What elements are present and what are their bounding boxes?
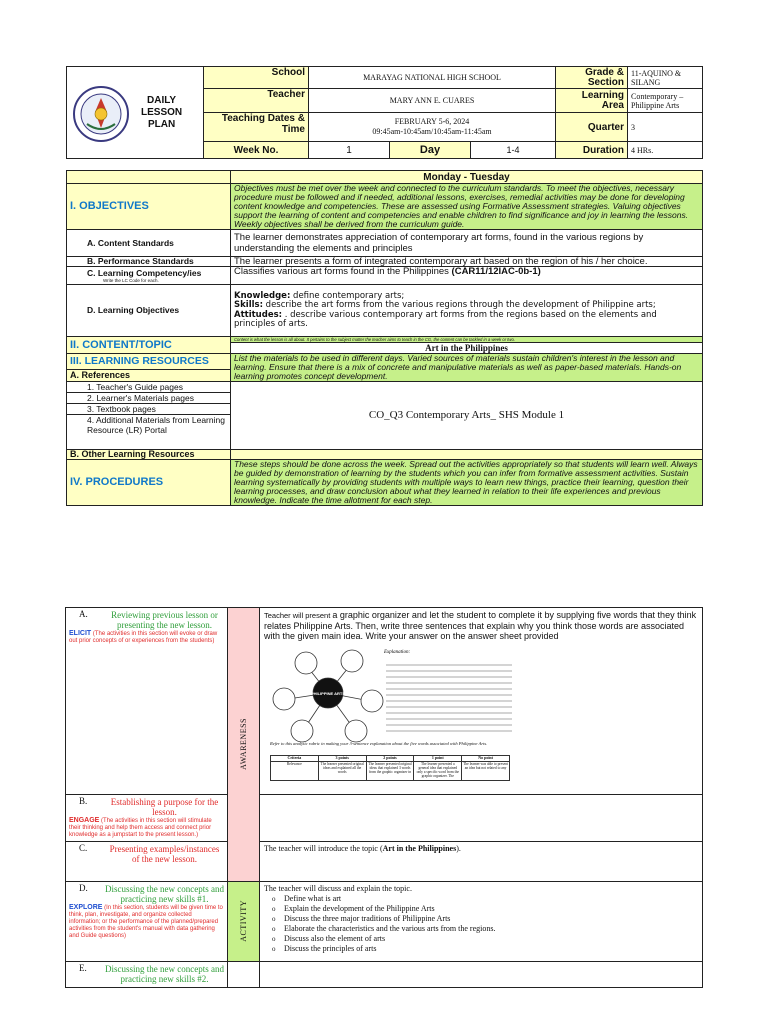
dates-value-day: FEBRUARY 5-6, 2024: [394, 117, 470, 126]
content-standards-value: The learner demonstrates appreciation of contemporary art forms, found in the various regions by understanding the elements and principles: [231, 230, 703, 257]
content-topic-label: II. CONTENT/TOPIC: [67, 337, 231, 354]
competencies-value: Classifies various art forms found in the Philippines (CAR11/12IAC-0b-1): [231, 267, 703, 285]
step-b-tag: ENGAGE: [69, 817, 100, 824]
ref-additional: 4. Additional Materials from Learning Resource (LR) Portal: [67, 415, 231, 450]
teacher-value: MARY ANN E. CUARES: [309, 89, 556, 113]
content-note: Content is what the lesson is all about. It pertains to the subject matter the teacher aims to teach in the CG, the content can be tackled in a week or two.: [231, 337, 702, 343]
area-value: Contemporary – Philippine Arts: [628, 89, 703, 113]
awareness-label: AWARENESS: [239, 717, 248, 770]
list-item: o Define what is art: [286, 894, 698, 904]
area-label: Learning Area: [556, 89, 628, 113]
rubric-header-cell: No point: [462, 756, 510, 762]
discussion-list: [286, 894, 698, 954]
quarter-label: Quarter: [556, 113, 628, 142]
step-c-topic: Art in the Philippines: [382, 844, 457, 853]
organizer-center-text: PHILIPPINE ARTS: [310, 691, 346, 696]
awareness-band: [228, 608, 260, 882]
title-lesson: LESSON: [141, 106, 183, 118]
graphic-organizer: [268, 645, 516, 781]
step-a-cell: A. Reviewing previous lesson or presenting the new lesson. ELICIT (The activities in this section will evoke or draw out prior concepts of or experiences from the students): [66, 608, 228, 795]
quarter-value: 3: [628, 113, 703, 142]
step-e-content: [260, 962, 703, 988]
day-label: Day: [389, 142, 471, 158]
step-c-cell: C. Presenting examples/instances of the new lesson.: [66, 842, 228, 882]
step-a-label: Reviewing previous lesson or presenting the new lesson.: [111, 610, 218, 630]
duration-label: Duration: [556, 142, 628, 159]
rubric-header-cell: 2 points: [366, 756, 414, 762]
ref-teachers-guide: 1. Teacher's Guide pages: [67, 382, 231, 393]
list-item: o Explain the development of the Philippine Arts: [286, 904, 698, 914]
step-b-label: Establishing a purpose for the lesson.: [110, 797, 219, 817]
references-label: A. References: [67, 369, 231, 381]
teacher-label: Teacher: [204, 89, 309, 113]
week-label: Week No.: [204, 142, 309, 159]
school-label: School: [204, 67, 309, 89]
rubric-header-cell: Criteria: [271, 756, 319, 762]
procedures-label: IV. PROCEDURES: [67, 460, 231, 506]
list-item: o Discuss the principles of arts: [286, 944, 698, 954]
step-d-cell: D. Discussing the new concepts and practicing new skills #1. EXPLORE (In this section, students will be given time to think, plan, investigate, and organize collected information; or the performance of the planned/prepared activities from the student's manual with data gathering and Guide questions): [66, 882, 228, 962]
rubric-table: [270, 755, 510, 781]
step-d-tag: EXPLORE: [69, 904, 103, 911]
content-standards-label: A. Content Standards: [67, 230, 231, 257]
objectives-table: [66, 170, 703, 506]
step-e-cell: E. Discussing the new concepts and practicing new skills #2.: [66, 962, 228, 988]
rubric-caption: Refer to this analytic rubric in making your 3-sentence explanation about the five words associated with Philippine Arts.: [270, 741, 488, 746]
rubric-header-cell: 3 points: [318, 756, 366, 762]
resources-note: List the materials to be used in different days. Varied sources of materials sustain children's interest in the lesson and learning. Ensure that there is a mix of concrete and manipulative materials as well as paper-based materials. Hands-on learning promotes concept development.: [231, 354, 703, 382]
title-plan: PLAN: [147, 118, 176, 130]
organizer-explanation: Explanation:: [384, 650, 411, 655]
step-c-content: The teacher will introduce the topic (Art in the Philippines).: [260, 842, 703, 882]
step-e-label: Discussing the new concepts and practicing new skills #2.: [105, 964, 224, 984]
resources-label: III. LEARNING RESOURCES: [67, 354, 231, 370]
step-b-cell: B. Establishing a purpose for the lesson. ENGAGE (The activities in this section will stimulate their thinking and help them access and connect prior knowledge as a jumpstart to the present lesson.): [66, 795, 228, 842]
learning-objectives-value: Knowledge: define contemporary arts; Skills: describe the art forms from the various regions through the development of Philippine arts; Attitudes: . describe various contemporary art forms from the regions based on the elements and principles of arts.: [231, 285, 703, 337]
learning-objectives-label: D. Learning Objectives: [67, 285, 231, 337]
day-heading: Monday - Tuesday: [231, 171, 703, 184]
dates-value-time: 09:45am-10:45am/10:45am-11:45am: [372, 127, 492, 136]
module-value: CO_Q3 Contemporary Arts_ SHS Module 1: [231, 382, 703, 450]
step-c-label: Presenting examples/instances of the new lesson.: [109, 844, 220, 864]
performance-standards-label: B. Performance Standards: [67, 257, 231, 267]
step-a-content: Teacher will present a graphic organizer and let the student to complete it by supplying five words that they think relates Philippine Arts. Then, write three sentences that explain why you think those words are associated with the given main idea. Write your answer on the answer sheet provided PHILIPPINE ARTS Explanation: Refer to this analytic rubric in making your 3-sentence explanation about the five words associated with Philippine Arts. Criteria 3 points 2 points 1 point No point Relevance The learner presented original ideas and explained all the words The learner presented original ideas that explained 3 words from the graphic organizer in The learner presented a general idea that explained only a specific word from the graphic organizer. The The learner was able to present an idea but not related to any: [260, 608, 703, 795]
step-d-content: [260, 882, 703, 962]
deped-seal-icon: [71, 84, 131, 144]
dates-value: [309, 113, 556, 142]
step-d-intro: The teacher will discuss and explain the topic.: [264, 884, 412, 893]
week-day-cell: [309, 142, 556, 159]
competency-code: (CAR11/12IAC-0b-1): [451, 266, 541, 277]
other-resources-label: B. Other Learning Resources: [67, 450, 231, 460]
rubric-cell: The learner presented original ideas that explained 3 words from the graphic organizer in: [366, 761, 414, 780]
duration-value: 4 HRs.: [628, 142, 703, 159]
step-a-tag: ELICIT: [69, 630, 92, 637]
rubric-header-cell: 1 point: [414, 756, 462, 762]
content-topic-cell: [231, 337, 703, 354]
objectives-label: I. OBJECTIVES: [67, 184, 231, 230]
title-daily: DAILY: [147, 94, 177, 106]
objectives-note: Objectives must be met over the week and connected to the curriculum standards. To meet the objectives, necessary procedure must be followed and if needed, additional lessons, exercises, remedial activities may be done for developing content knowledge and competencies. These are assessed using Formative Assessment strategies. Valuing objectives support the learning of content and competencies and enable children to find significance and joy in learning the lessons. Weekly objectives shall be derived from the curriculum guide.: [231, 184, 703, 230]
ref-textbook: 3. Textbook pages: [67, 404, 231, 415]
performance-standards-value: The learner presents a form of integrated contemporary art based on the region of his / her choice.: [231, 257, 703, 267]
step-b-content: [260, 795, 703, 842]
activity-band: [228, 882, 260, 962]
list-item: o Elaborate the characteristics and the various arts from the regions.: [286, 924, 698, 934]
week-value: 1: [346, 144, 352, 156]
list-item: o Discuss also the element of arts: [286, 934, 698, 944]
grade-label: Grade & Section: [556, 67, 628, 89]
competencies-sub: Write the LC Code for each.: [103, 277, 159, 283]
logo-title-cell: [67, 67, 204, 159]
header-table: [66, 66, 703, 159]
list-item: o Discuss the three major traditions of Philippine Arts: [286, 914, 698, 924]
rubric-cell: The learner presented a general idea that explained only a specific word from the graphic organizer. The: [414, 761, 462, 780]
competencies-label: C. Learning Competency/ies: [87, 267, 202, 278]
procedures-note: These steps should be done across the week. Spread out the activities appropriately so that students will learn well. Always be guided by demonstration of learning by the students which you can infer from formative assessment activities. Sustain learning systematically by providing students with multiple ways to learn new things, practice their learning, question their learning processes, and draw conclusion about what they learned in relation to their life experiences and previous knowledge. Indicate the time allotment for each step.: [231, 460, 703, 506]
rubric-cell: Relevance: [271, 761, 319, 780]
day-value: 1-4: [506, 145, 520, 155]
content-topic-value: Art in the Philippines: [425, 343, 508, 353]
school-value: MARAYAG NATIONAL HIGH SCHOOL: [309, 67, 556, 89]
step-d-label: Discussing the new concepts and practicing new skills #1.: [105, 884, 224, 904]
grade-value: 11-AQUINO & SILANG: [628, 67, 703, 89]
rubric-cell: The learner was able to present an idea but not related to any: [462, 761, 510, 780]
activity-label: ACTIVITY: [239, 899, 248, 942]
rubric-cell: The learner presented original ideas and explained all the words: [318, 761, 366, 780]
procedures-table: [65, 607, 703, 988]
ref-learners-materials: 2. Learner's Materials pages: [67, 393, 231, 404]
competencies-cell: [67, 267, 231, 285]
dates-label: Teaching Dates & Time: [204, 113, 309, 142]
